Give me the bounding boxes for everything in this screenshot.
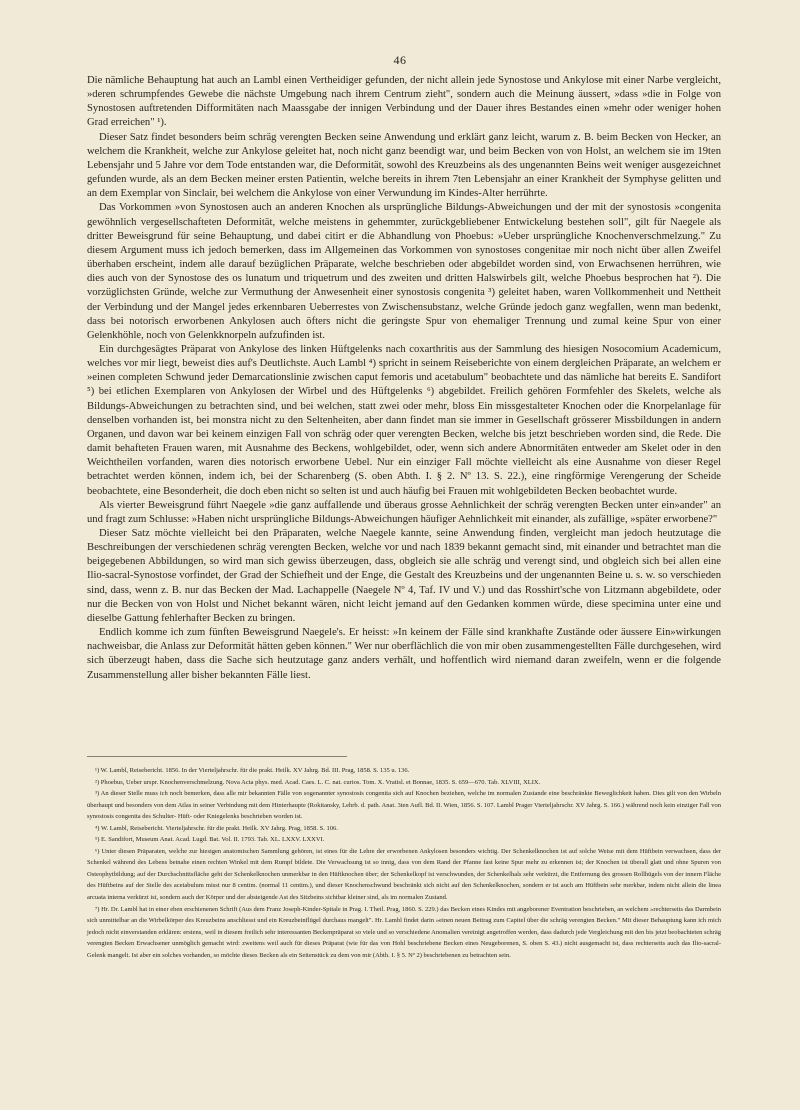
paragraph: Dieser Satz findet besonders beim schräg verengten Becken seine Anwendung und erklärt ganz leicht, warum z. B. beim Becken von Hecker, an welchem die Krankheit, welche zur Ankylose geleitet hat, noch nicht ganz beendigt war, und beim Becken von von Holst, an welchem sie im 19ten Lebensjahr und 5 Jahre vor dem Tode entstanden war, die Deformität, sowohl des Kreuzbeins als des ungenannten Beins weit weniger ausgezeichnet gefunden wurde, als an dem Becken meiner ersten Patientin, welche bereits in ihrem 7ten Lebensjahr an einer Krankheit der Symphyse gelitten und an dem Exemplar von Sinclair, bei welchem die Ankylose von einer Verwundung im Kindes-Alter herrührte.: [87, 131, 721, 200]
footnote-divider: [87, 756, 347, 757]
footnotes: [87, 765, 721, 961]
footnote: ⁷) Hr. Dr. Lambl hat in einer eben erschienenen Schrift (Aus dem Franz Joseph-Kinder-Spitale in Prag. I. Theil. Prag, 1860. S. 229.) das Becken eines Kindes mit angeborener Eventration beschrieben, an welchem »rechterseits das Darmbein sich unmittelbar an die Wirbelkörper des Kreuzbeins anschliesst und ein Kreuzbeinflügel durchaus mangelt". Hr. Lambl findet darin »einen neuen Beitrag zum Capitel über die schräg verengten Becken." Mit dieser Behauptung kann ich mich jedoch nicht einverstanden erklären: erstens, weil in diesem freilich sehr interessanten Beckenpräparat so viele und so verschiedene Anomalien vereinigt angetroffen werden, dass dadurch jede Vergleichung mit den bis jetzt beobachteten schräg verengten Becken Erwachsener unmöglich gemacht wird: zweitens weil auch für dieses Präparat (wie für das von Hohl beschriebene Becken eines Neugeborenen, S. oben S. 43.) nicht ausgemacht ist, dass rechterseits auch das Ilio-sacral-Gelenk mangelt. Ist aber ein solches vorhanden, so möchte dieses Becken als ein Seitenstück zu dem von mir (Abth. I. § 5. Nº 2) beschriebenen zu betrachten sein.: [87, 905, 721, 959]
paragraph: Die nämliche Behauptung hat auch an Lambl einen Vertheidiger gefunden, der nicht allein jede Synostose und Ankylose mit einer Narbe vergleicht, »deren schrumpfendes Gewebe die nächste Umgebung nach ihrem Centrum zieht", sondern auch die Meinung äussert, »dass »die in Folge von Synostosen auftretenden Difformitäten nach Maassgabe der innigen Verbindung und der Dauer ihres Bestandes einen »mehr oder weniger hohen Grad erreichen" ¹).: [87, 75, 721, 129]
page-number: 46: [393, 53, 407, 67]
paragraph: Endlich komme ich zum fünften Beweisgrund Naegele's. Er heisst: »In keinem der Fälle sind krankhafte Zustände oder äussere Ein»wirkungen nachweisbar, die Anlass zur Deformität hätten geben können." Wer nur oberflächlich die von mir oben zusammengestellten Fälle durchgesehen, wird sich überzeugt haben, dass die Sache sich heutzutage ganz anders verhält, und hoffentlich wird niemand daran zweifeln, wenn er die folgende Zusammenstellung aller bisher bekannten Fälle liest.: [87, 627, 721, 681]
paragraph: Ein durchgesägtes Präparat von Ankylose des linken Hüftgelenks nach coxarthritis aus der Sammlung des hiesigen Nosocomium Academicum, welches vor mir liegt, beweist dies auf's Deutlichste. Auch Lambl ⁴) spricht in seinem Reiseberichte von einem dergleichen Präparate, an welchem er »einen completen Schwund jeder Demarcationslinie zwischen caput femoris und acetabulum" beobachtete und das nämliche hat bereits E. Sandifort ⁵) bei etlichen Exemplaren von Ankylosen der Wirbel und des Hüftgelenks ⁶) abgebildet. Freilich gehören Formfehler des Skelets, welche als Bildungs-Abweichungen zu betrachten sind, und bei welchen, statt zwei oder mehr, bloss Ein missgestalteter Knochen oder die Knorpelanlage für denselben vorhanden ist, bei monstra nicht zu den Seltenheiten, aber dann findet man sie immer in Gesellschaft grösserer Missbildungen in andern Organen, und davon war bei keinem einzigen Fall von schräg oder quer verengten Becken, welche bis jetzt beschrieben worden sind, die Rede. Die damit behafteten Frauen waren, mit Ausnahme des Beckens, wohlgebildet, oder, wenn sich andere Abnormitäten entweder am Skelet oder in den Weichtheilen vorfanden, waren dies notorisch erworbene Uebel. Nur ein einziger Fall möchte vielleicht als eine Ausnahme von dieser Regel betrachtet werden können, indem ich, bei der Scharenberg (S. oben Abth. I. § 2. Nº 13. S. 22.), eine ringförmige Verengerung der Scheide beobachtete, eine Besonderheit, die doch eben nicht so selten ist und auch häufig bei Frauen mit wohlgebildeten Becken beobachtet wurde.: [87, 343, 721, 497]
footnote: ²) Phoebus, Ueber urspr. Knochenverschmelzung. Nova Acta phys. med. Acad. Caes. L. C. nat. curios. Tom. X. Vratisl. et Bonnae, 1835. S. 659—670. Tab. XLVIII, XLIX.: [95, 778, 541, 786]
footnote: ⁶) Unter diesen Präparaten, welche zur hiesigen anatomischen Sammlung gehören, ist eines für die Lehre der erworbenen Ankylosen besonders wichtig. Der Schenkelknochen ist auf solche Weise mit dem Hüftbein verwachsen, dass der Schenkel während des Lebens beinahe einen rechten Winkel mit dem Rumpf bildete. Die Verwachsung ist so innig, dass von dem Rand der Pfanne fast keine Spur mehr zu erkennen ist; der Knochen ist überall glatt und ohne Spuren von Osteophytbildung; auf der Durchschnittsfläche geht der Schenkelknochen unmerkbar in den Hüftknochen über; der Schenkelkopf ist verschwunden, der Schenkelhals sehr verkürzt, die Entfernung des grossen Rollhügels von der innern Fläche des Hüftbeins auf der Stelle des acetabulum misst nur 8 centim. (normal 11 centim.), und dieser Knochenschwund beschränkt sich nicht auf den Schenkelknochen, sondern er ist auch am Hüftbein sehr merkbar, indem nicht allein die linea arcuata interna verkürzt ist, sondern auch der Körper und der absteigende Ast des Sitzbeins sichtbar kleiner sind, als im normalen Zustand.: [87, 847, 721, 902]
footnote: ⁵) E. Sandifort, Museum Anat. Acad. Lugd. Bat. Vol. II. 1793. Tab. XL. LXXV. LXXVI.: [95, 836, 325, 844]
footnote: ⁴) W. Lambl, Reisebericht. Vierteljahrschr. für die prakt. Heilk. XV Jahrg. Prag, 1858. S. 106.: [95, 824, 338, 832]
main-text: [87, 74, 721, 683]
paragraph: Das Vorkommen »von Synostosen auch an anderen Knochen als ursprüngliche Bildungs-Abweichungen und der mit der synostosis »congenita gewöhnlich vergesellschafteten Deformität, welche meistens in gehemmter, zurückgebliebener Entwickelung bestehen soll", gilt für Naegele als dritter Beweisgrund für seine Behauptung, und dabei citirt er die Abhandlung von Phoebus: »Ueber ursprüngliche Knochenverschmelzung." Zu diesem Argument muss ich jedoch bemerken, dass im Allgemeinen das Vorkommen von synostoses congenitae mir noch nicht über allen Zweifel überhaben erscheint, indem alle darauf bezüglichen Präparate, welche beschrieben oder abgebildet worden sind, von Erwachsenen herrühren, wie dies auch von der Synostose des os lunatum und triquetrum und des zweiten und dritten Halswirbels gilt, welche Phoebus besprochen hat ²). Die vorzüglichsten Gründe, welche zur Vermuthung der Anwesenheit einer synostosis congenita ³) geleitet haben, waren Vollkommenheit und Nettheit der Verbindung und der Mangel jedes erkennbaren Ueberrestes von Zwischensubstanz, welche Gründe jedoch ganz wegfallen, wenn man bedenkt, dass bei notorisch erworbenen Ankylosen auch öfters nicht die geringste Spur von ehemaliger Trennung und zumal keine Spur von einer Gelenkhöhle, noch von Gelenkknorpeln aufzufinden ist.: [87, 202, 721, 341]
paragraph: Dieser Satz möchte vielleicht bei den Präparaten, welche Naegele kannte, seine Anwendung finden, vergleicht man jedoch heutzutage die Beschreibungen der verschiedenen schräg verengten Becken, welche vor und nach 1839 bekannt gemacht sind, mit einander und betrachtet man die beigegebenen Abbildungen, so wird man sich gewiss überzeugen, dass, obgleich sie alle schräg und verengt sind, und obgleich sich bei allen eine Ilio-sacral-Synostose vorfindet, der Grad der Schiefheit und der Enge, die Gestalt des Kreuzbeins und der ungenannten Beine u. s. w. so verschieden sind, dass, wenn z. B. nur das Becken der Mad. Lachappelle (Naegele Nº 4, Taf. IV und V.) und das Rosshirt'sche von Litzmann abgebildete, oder nur die Becken von von Holst und Nichet bekannt wären, nicht leicht jemand auf den Gedanken kommen würde, diese specimina unter eine und dieselbe Gattung fehlerhafter Becken zu bringen.: [87, 528, 721, 624]
paragraph: Als vierter Beweisgrund führt Naegele »die ganz auffallende und überaus grosse Aehnlichkeit der schräg verengten Becken unter ein»ander" an und fragt zum Schlusse: »Haben nicht ursprüngliche Bildungs-Abweichungen häufiger Aehnlichkeit mit einander, als zufällige, »später erworbene?": [87, 499, 721, 525]
footnote: ³) An dieser Stelle muss ich noch bemerken, dass alle mir bekannten Fälle von sogenannter synostosis congenita sich auf Knochen beziehen, welche im normalen Zustande eine beschränkte Beweglichkeit haben. Dies gilt von den Wirbeln überhaupt und besonders von dem Atlas in seiner Verbindung mit dem Hinterhaupte (Rokitansky, Lehrb. d. path. Anat. 3ten Aufl. Bd. II. Wien, 1856. S. 107. Lambl Prager Vierteljahrschr. XV Jahrg. S. 166.) während noch kein einziger Fall von synostosis congenita des Schulter- Hüft- oder Kniegelenks beschrieben worden ist.: [87, 790, 721, 821]
footnote: ¹) W. Lambl, Reisebericht. 1856. In der Vierteljahrschr. für die prakt. Heilk. XV Jahrg. Bd. III. Prag, 1858. S. 135 u. 136.: [95, 767, 410, 774]
